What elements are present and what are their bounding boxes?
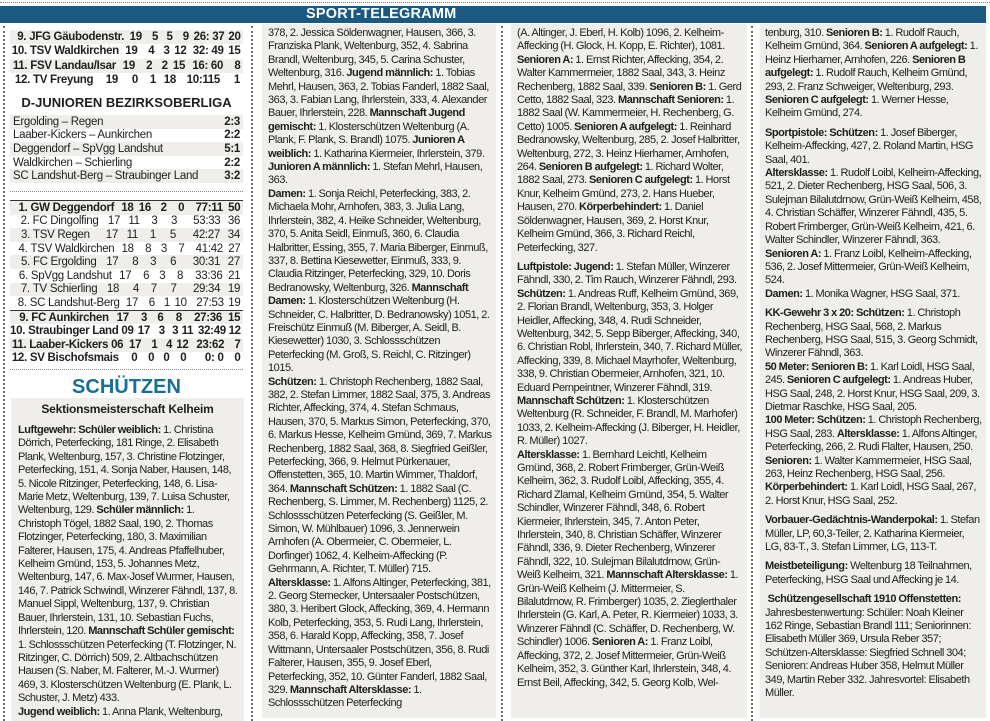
category-label: Jugend weiblich:	[18, 705, 103, 718]
table-row	[10, 215, 243, 229]
lost-cell: 6	[170, 256, 177, 269]
result-row	[10, 156, 243, 170]
column-divider	[501, 26, 503, 721]
team-cell: TSV Regen	[33, 228, 90, 241]
points-cell: 0	[234, 352, 241, 365]
schuetzen-subheading: Sektionsmeisterschaft Kelheim	[41, 402, 214, 416]
table-row	[10, 242, 243, 256]
category-label: Jugend männlich:	[346, 67, 436, 80]
category-label: Mannschaft Damen:	[268, 281, 471, 308]
points-cell: 19	[228, 296, 241, 309]
lost-cell: 3	[171, 215, 178, 228]
category-label: Luftgewehr: Schüler weiblich:	[18, 424, 164, 436]
table-row	[10, 73, 243, 87]
won-cell: 8	[132, 256, 139, 269]
rank-cell: 5.	[20, 256, 30, 269]
table-row	[10, 201, 243, 215]
category-label: Junioren A männlich:	[268, 161, 373, 174]
result-text: 1. Klosterschützen Weltenburg (H. Schneider, C. Halbritter, D. Bedranowsky) 1051, 2. Freischütz Einmuß (M. Biberger, A. Seidl, B. Kiesewetter) 1030, 3. Schlossschützen Peterfecking (M. Groß, S. Reichl, C. Ritzinger) 1015.	[268, 295, 492, 375]
result-row	[10, 142, 243, 156]
match-score: 2:3	[224, 115, 240, 128]
rank-cell: 11.	[12, 59, 28, 72]
result-text: 1. Werner Hesse, Kelheim Gmünd, 274.	[765, 94, 951, 120]
category-label: Mannschaft Altersklasse:	[606, 569, 730, 582]
result-text: 1. Rudolf Loibl, Kelheim-Affecking, 521, 2. Dieter Rechenberg, HSG Saal, 506, 3. Sulejman Bilalutdrnow, Grün-Weiß Kelheim, 458, 4. Christian Schäffer, Winzerer Fähndl, 435, 5. Robert Frimberger, Grün-Weiß Kelheim, 421, 6. Walter Schindler, Winzerer Fähndl, 363.	[765, 167, 984, 247]
played-cell: 17	[106, 256, 119, 269]
goals-cell: 10:115	[186, 74, 220, 87]
column-3-text	[511, 24, 747, 692]
result-text: 1. Christoph Rechenberg, HSG Saal, 568, 2. Markus Rechenberg, HSG Saal, 515, 3. Georg Schmidt, Winzerer Fähndl, 363.	[765, 307, 980, 360]
drawn-cell: 5	[166, 31, 173, 44]
won-cell: 4	[132, 283, 139, 296]
result-text: 1. Horst Knur, Kelheim Gmünd, 273, 2. Hans Hueber, Hausen, 270.	[517, 174, 732, 214]
result-text: 1. Heinz Hierhamer, Arnhofen, 226.	[765, 40, 981, 66]
result-paragraph	[268, 188, 492, 376]
result-paragraph	[765, 514, 982, 554]
table-row	[10, 352, 243, 366]
column-1-box	[11, 398, 244, 721]
won-cell: 11	[128, 215, 140, 228]
result-paragraph	[765, 127, 982, 167]
points-cell: 8	[234, 59, 241, 72]
result-text: 1. 1882 Saal (C. Rechenberg, S. Limmer, M. Rechenberg) 1125, 2. Schlossschützen Peterfecking (S. Geißler, M. Simon, W. Mühlbauer) 1096, 3. Jennerwein Arnhofen (A. Obermeier, C. Obermeier, L. Dorfinger) 1062, 4. Kelheim-Affecking (P. Gehrmann, A. Richter, T. Müller) 715.	[268, 482, 491, 576]
drawn-cell: 3	[163, 45, 170, 58]
lost-cell: 7	[170, 283, 177, 296]
goals-cell: 53:33	[193, 215, 221, 228]
result-text: 1. Rudolf Rauch, Kelheim Gmünd, 293, 2. Franz Schweiger, Weltenburg, 293.	[765, 67, 970, 93]
goals-cell: 26: 37	[193, 31, 225, 44]
top-rule	[0, 2, 990, 3]
category-label: Senioren A:	[517, 53, 576, 66]
category-label: Senioren B aufgelegt:	[765, 53, 968, 80]
points-cell: 1	[233, 74, 240, 87]
column-2-text	[262, 24, 496, 713]
result-text: 1. Klosterschützen Weltenburg (A. Plank, F. Plank, S. Brandl) 1075.	[268, 120, 472, 147]
team-cell: Straubinger Land 09	[28, 325, 134, 338]
goals-cell: 0: 0	[204, 352, 224, 365]
schuetzen-heading: SCHÜTZEN	[72, 376, 181, 398]
category-label: Schützen:	[517, 287, 568, 300]
won-cell: 11	[126, 228, 138, 241]
goals-cell: 77:11	[195, 201, 223, 214]
category-label: KK-Gewehr 3 x 20: Schützen:	[765, 307, 907, 320]
rank-cell: 9.	[19, 311, 29, 324]
lost-cell: 18	[163, 74, 176, 87]
category-label: Vorbauer-Gedächtnis-Wanderpokal:	[765, 514, 940, 527]
won-cell: 4	[148, 45, 155, 58]
divider	[10, 191, 243, 192]
played-cell: 19	[125, 45, 138, 58]
team-cell: Laaber-Kickers 06	[29, 338, 124, 351]
goals-cell: 32: 49	[192, 45, 224, 58]
category-label: Senioren A:	[591, 636, 651, 649]
category-label: Mannschaft Schützen:	[517, 394, 627, 407]
table-row	[10, 255, 243, 269]
goals-cell: 42:27	[192, 228, 220, 241]
team-cell: FSV Landau/Isar	[30, 59, 116, 72]
played-cell: 19	[122, 59, 135, 72]
result-text: 1. Christoph Rechenberg, 1882 Saal, 382, 2. Stefan Limmer, 1882 Saal, 375, 3. Andreas Richter, Affecking, 374, 4. Stefan Schmaus, Hausen, 370, 5. Markus Simon, Peterfecking, 370, 6. Markus Hesse, Kelheim Gmünd, 369, 7. Markus Rechenberg, 1882 Saal, 368, 8. Siegfried Geißler, Peterfecking, 366, 9. Helmut Pürkenauer, Offenstetten, 365, 10. Martin Wimmer, Thaldorf, 364.	[268, 375, 494, 495]
lost-cell: 11	[181, 325, 194, 338]
result-paragraph	[765, 593, 982, 606]
match-score: 5:1	[224, 142, 240, 155]
lost-cell: 15	[172, 59, 186, 72]
team-cell: TV Schierling	[32, 283, 98, 296]
points-cell: 7	[234, 338, 241, 351]
result-text: 1. Reinhard Bedranowsky, Weltenburg, 285, 2. Josef Halbritter, Weltenburg, 272, 3. Heinz Hierhamer, Arnhofen, 264.	[517, 120, 742, 174]
result-text: 1. Grün-Weiß Kelheim (J. Mittermeier, S. Bilalutdrnow, R. Frimberger) 1035, 2. Zieglerthaler Ihrlerstein (G. Karl, A. Peter, R. Kiermeier) 1033, 3. Winzerer Fähndl (C. Schäffer, D. Rechenberg, W. Schindler) 1006.	[517, 569, 741, 649]
rank-cell: 4.	[18, 242, 28, 255]
result-text: 1. Rudolf Rauch, Kelheim Gmünd, 364.	[765, 27, 962, 53]
results-table	[10, 115, 243, 183]
played-cell: 0	[131, 352, 138, 365]
drawn-cell: 3	[160, 242, 167, 255]
category-label: Altersklasse:	[836, 427, 902, 440]
lost-cell: 7	[178, 242, 185, 255]
result-text: 1. Alfons Altinger, Peterfecking, 381, 2. Georg Sternecker, Untersaaler Postschützen, 380, 3. Heribert Glock, Affecking, 369, 4. Hermann Kolb, Peterfecking, 353, 5. Rudi Lang, Ihrlerstein, 358, 6. Harald Kopp, Affecking, 358, 7. Josef Wittmann, Untersaaler Postschützen, 356, 8. Rudi Falterer, Hausen, 355, 9. Josef Eberl, Peterfecking, 352, 10. Günter Fanderl, 1882 Saal, 329.	[268, 576, 494, 696]
won-cell: 2	[146, 59, 153, 72]
result-text: 1. Daniel Söldenwagner, Hausen, 369, 2. Horst Knur, Kelheim Gmünd, 366, 3. Richard Reichl, Peterfecking, 327.	[517, 201, 711, 254]
result-paragraph	[765, 27, 982, 121]
table-row	[10, 296, 243, 310]
league-table-continued	[10, 30, 243, 87]
goals-cell: 23:62	[196, 338, 225, 351]
won-cell: 16	[138, 201, 151, 214]
result-paragraph	[268, 376, 492, 577]
result-text: 1. Monika Wagner, HSG Saal, 371.	[804, 287, 960, 300]
result-paragraph	[517, 27, 743, 255]
team-cell: SV Bischofsmais	[29, 352, 119, 365]
result-text: 1. Schlossschützen Peterfecking	[268, 683, 424, 710]
lost-cell: 8	[175, 311, 182, 324]
lost-cell: 10	[174, 296, 187, 309]
result-text: 1. Andreas Huber, HSG Saal, 248, 2. Horst Knur, HSG Saal, 209, 3. Dietmar Raschke, HSG Saal, 205.	[765, 374, 982, 413]
category-label: Senioren B:	[826, 27, 885, 39]
goals-cell: 16: 60	[192, 59, 224, 72]
table-row	[10, 44, 243, 58]
drawn-cell: 3	[151, 215, 158, 228]
result-text: 1. Christina Dörrich, Peterfecking, 181 Ringe, 2. Elisabeth Plank, Weltenburg, 157, 3. Christine Flotzinger, Peterfecking, 151, 4. Sonja Naber, Hausen, 148, 5. Nicole Ritzinger, Peterfecking, 148, 6. Lisa-Marie Metz, Weltenburg, 139, 7. Luisa Schuster, Weltenburg, 129.	[18, 424, 234, 517]
result-text: 1. Klosterschützen Weltenburg (R. Schneider, F. Brandl, M. Marhofer) 1033, 2. Kelheim-Affecking (J. Biberger, H. Heidler, R. Müller) 1027.	[517, 394, 743, 448]
result-paragraph	[765, 307, 982, 361]
goals-cell: 27:36	[194, 311, 222, 324]
team-cell: TV Freyung	[33, 74, 94, 87]
match-label: Deggendorf – SpVgg Landshut	[13, 142, 163, 155]
rank-cell: 11.	[11, 338, 27, 351]
result-paragraph	[765, 560, 982, 587]
lost-cell: 0	[178, 201, 185, 214]
category-label: Damen:	[765, 287, 805, 300]
result-text: 1. Alfons Altinger, Peterfecking, 266, 2. Rudi Flalter, Hausen, 250.	[765, 427, 980, 454]
result-text: 1. Schlossschützen Peterfecking (T. Flotzinger, N. Ritzinger, C. Dörrich) 509, 2. Altbachschützen Hausen (S. Naber, M. Falterer, M.-J. Wurmer) 469, 3. Klosterschützen Weltenburg (E. Plank, L. Schuster, J. Metz) 433.	[18, 638, 239, 705]
result-paragraph	[268, 27, 492, 188]
result-text: Jahresbestenwertung: Schüler: Noah Kleiner 162 Ringe, Sebastian Brandl 111; Seniorinnen: Elisabeth Müller 369, Ursula Reber 357; Schützen-Altersklasse: Siegfried Schnell 304; Senioren: Andreas Huber 358, Helmut Müller 349, Martin Reber 332. Jahresvortel: Elisabeth Müller.	[765, 606, 974, 700]
result-row	[10, 129, 243, 143]
points-cell: 36	[227, 215, 241, 228]
result-paragraph	[765, 288, 982, 301]
lost-cell: 9	[182, 31, 189, 44]
category-label: Altersklasse:	[517, 448, 582, 461]
category-label: Mannschaft Jugend gemischt:	[268, 107, 468, 133]
lost-cell: 5	[169, 228, 176, 241]
won-cell: 8	[145, 242, 152, 255]
category-label: Körperbehindert:	[765, 481, 850, 494]
goals-cell: 29:34	[192, 283, 221, 296]
result-text: 1. Stefan Müller, LP, 60,3-Teiler, 2. Katharina Kiermeier, LG, 83-T., 3. Stefan Limmer, LG, 113-T.	[765, 514, 982, 554]
result-text: 1. Katharina Kiermeier, Ihrlerstein, 379.	[313, 147, 487, 160]
points-cell: 27	[228, 242, 241, 255]
drawn-cell: 4	[166, 338, 173, 351]
goals-cell: 33:36	[195, 269, 223, 282]
result-text: (A. Altinger, J. Eberl, H. Kolb) 1096, 2. Kelheim-Affecking (H. Glock, H. Kopp, E. Richter), 1081.	[517, 27, 728, 53]
won-cell: 6	[148, 296, 155, 309]
team-cell: FC Dingolfing	[32, 215, 99, 228]
rank-cell: 9.	[17, 31, 27, 44]
category-label: Altersklasse:	[765, 167, 830, 180]
points-cell: 19	[227, 283, 241, 296]
result-text: 1. Christoph Tögel, 1882 Saal, 190, 2. Thomas Flotzinger, Peterfecking, 180, 3. Maximilian Falterer, Hausen, 175, 4. Andreas Pfaffelhuber, Kelheim Gmünd, 153, 5. Johannes Metz, Weltenburg, 147, 6. Max-Josef Wurmer, Hausen, 146, 7. Patrick Schwindl, Winzerer Fähndl, 137, 8. Manuel Sippl, Weltenburg, 137, 9. Christian Bauer, Ihrlerstein, 131, 10. Sebastian Fuchs, Ihrlerstein, 120.	[18, 504, 240, 638]
divider	[10, 369, 243, 370]
result-text: 1. Walter Kammermeier, HSG Saal, 263, Heinz Rechenberg, HSG Saal, 256.	[765, 454, 974, 480]
column-divider	[751, 26, 753, 721]
result-paragraph	[765, 167, 982, 288]
drawn-cell: 0	[163, 352, 170, 365]
section-title: SPORT-TELEGRAMM	[306, 6, 457, 22]
played-cell: 17	[119, 269, 132, 282]
column-2-box	[262, 24, 496, 718]
result-row	[10, 115, 243, 129]
category-label: Senioren C aufgelegt:	[589, 174, 695, 187]
team-cell: GW Deggendorf	[30, 201, 115, 214]
rank-cell: 12.	[11, 352, 27, 365]
played-cell: 18	[121, 201, 134, 214]
category-label: Luftpistole: Jugend:	[517, 260, 616, 273]
column-3-box	[511, 24, 747, 718]
played-cell: 17	[129, 338, 142, 351]
result-text: 1. Anna Plank, Weltenburg,	[102, 705, 223, 718]
category-label: Senioren C aufgelegt:	[786, 374, 893, 387]
category-label: Senioren:	[765, 454, 814, 467]
column-4-box	[760, 24, 986, 718]
result-text: 1. Bernhard Leichtl, Kelheim Gmünd, 368, 2. Robert Frimberger, Grün-Weiß Kelheim, 362, 3. Rudolf Loibl, Affecking, 355, 4. Richard Zlamal, Kelheim Gmünd, 354, 5. Walter Schindler, Winzerer Fähndl, 348, 6. Robert Kiermeier, Ihrlerstein, 345, 7. Anton Peter, Ihrlerstein, 340, 8. Christian Schäffer, Winzerer Fähndl, 336, 9. Dieter Rechenberg, Winzerer Fähndl, 322, 10. Sulejman Bilalutdrnow, Grün-Weiß Kelheim, 321.	[517, 448, 731, 582]
team-cell: JFG Gäubodenstr.	[29, 31, 125, 44]
team-cell: SpVgg Landshut	[30, 269, 112, 282]
lost-cell: 8	[177, 269, 184, 282]
category-label: Senioren B aufgelegt:	[538, 161, 645, 174]
category-label: 50 Meter: Senioren B:	[765, 360, 871, 373]
points-cell: 21	[228, 269, 241, 282]
points-cell: 34	[227, 228, 240, 241]
result-paragraph	[268, 577, 492, 711]
category-label: Meistbeteiligung:	[765, 560, 851, 573]
category-label: Senioren A:	[765, 247, 824, 260]
result-text: 1. Karl Loidl, HSG Saal, 245.	[765, 360, 977, 387]
won-cell: 0	[148, 352, 155, 365]
category-label: Senioren A aufgelegt:	[864, 40, 970, 53]
rank-cell: 3.	[21, 228, 30, 241]
column-divider	[3, 26, 5, 721]
rank-cell: 10.	[11, 45, 27, 58]
drawn-cell: 2	[160, 201, 167, 214]
match-label: Waldkirchen – Schierling	[13, 156, 132, 169]
drawn-cell: 1	[149, 228, 156, 241]
drawn-cell: 3	[150, 256, 157, 269]
result-text: Weltenburg 18 Teilnahmen, Peterfecking, HSG Saal und Affecking je 14.	[765, 560, 975, 586]
table-row	[10, 338, 243, 352]
category-label: Mannschaft Altersklasse:	[289, 683, 414, 696]
won-cell: 1	[151, 338, 158, 351]
result-text: tenburg, 310.	[765, 27, 826, 39]
category-label: Schützengesellschaft 1910 Offenstetten:	[765, 593, 961, 606]
result-text: 1. Josef Biberger, Kelheim-Affecking, 427, 2. Roland Martin, HSG Saal, 401.	[765, 126, 976, 166]
drawn-cell: 6	[157, 311, 164, 324]
won-cell: 3	[158, 325, 165, 338]
standings-table	[10, 200, 243, 365]
category-label: Schützen:	[268, 375, 319, 388]
result-text: 1. Gerd Cetto, 1882 Saal, 323.	[517, 80, 744, 107]
column-1-text	[11, 416, 244, 721]
points-cell: 15	[228, 311, 241, 324]
result-paragraph	[517, 288, 743, 449]
result-paragraph	[18, 706, 239, 719]
match-score: 2:2	[224, 129, 240, 142]
rank-cell: 7.	[20, 283, 30, 296]
category-label: Sportpistole: Schützen:	[765, 126, 881, 139]
rank-cell: 2.	[20, 215, 30, 228]
rank-cell: 1.	[18, 201, 28, 214]
match-label: Ergolding – Regen	[13, 115, 104, 128]
points-cell: 20	[228, 31, 241, 44]
table-row	[10, 30, 243, 44]
match-score: 3:2	[224, 170, 240, 183]
rank-cell: 6.	[18, 269, 28, 282]
points-cell: 15	[228, 45, 241, 58]
category-label: Altersklasse:	[268, 576, 333, 589]
drawn-cell: 1	[149, 74, 156, 87]
played-cell: 18	[121, 242, 134, 255]
result-text: 1. Tobias Mehrl, Hausen, 363, 2. Tobias Fanderl, 1882 Saal, 363, 3. Fabian Lang, Ihrlerstein, 333, 4. Alexander Bauer, Ihrlerstein, 228.	[268, 67, 492, 120]
result-paragraph	[517, 261, 743, 288]
goals-cell: 27:53	[196, 296, 224, 309]
won-cell: 6	[143, 269, 150, 282]
result-paragraph	[765, 607, 982, 701]
played-cell: 17	[105, 228, 118, 241]
table-row	[10, 269, 243, 283]
result-text: 1. Karl Loidl, HSG Saal, 267, 2. Horst Knur, HSG Saal, 252.	[765, 481, 979, 507]
section-header-bar	[0, 6, 986, 23]
table-row	[10, 283, 243, 297]
result-text: 1. Ernst Richter, Affecking, 354, 2. Walter Kammermeier, 1882 Saal, 343, 3. Heinz Rechenberg, 1882 Saal, 339.	[517, 53, 728, 93]
won-cell: 5	[151, 31, 159, 44]
category-label: Mannschaft Schützen:	[289, 482, 400, 495]
category-label: Senioren B:	[649, 80, 709, 93]
category-label: Junioren A weiblich:	[268, 134, 467, 160]
result-row	[10, 169, 243, 183]
category-label: Mannschaft Senioren:	[617, 94, 726, 107]
played-cell: 18	[106, 283, 120, 296]
won-cell: 0	[131, 74, 138, 87]
table-row	[10, 310, 243, 325]
drawn-cell: 3	[159, 269, 166, 282]
result-text: 378, 2. Jessica Söldenwagner, Hausen, 366, 3. Franziska Plank, Weltenburg, 352, 4. Sabrina Brandl, Weltenburg, 345, 5. Carina Schuster, Weltenburg, 316.	[268, 27, 479, 80]
goals-cell: 30:31	[192, 256, 221, 269]
result-text: 1. Franz Loibl, Kelheim-Affecking, 536, 2. Josef Mittermeier, Grün-Weiß Kelheim, 524.	[765, 247, 974, 287]
category-label: Körperbehindert:	[579, 201, 664, 214]
category-label: Mannschaft Schüler gemischt:	[88, 625, 237, 638]
column-divider	[251, 26, 253, 721]
points-cell: 50	[228, 201, 241, 214]
result-paragraph	[765, 361, 982, 415]
category-label: Senioren A aufgelegt:	[574, 120, 680, 133]
team-cell: TSV Waldkirchen	[29, 45, 119, 58]
drawn-cell: 1	[163, 296, 170, 309]
team-cell: TSV Waldkirchen	[30, 242, 115, 255]
team-cell: FC Ergolding	[32, 256, 97, 269]
played-cell: 17	[107, 215, 121, 228]
result-text: 1. 1882 Saal (W. Kammermeier, H. Rechenberg, G. Cetto) 1005.	[517, 94, 737, 133]
table-row	[10, 324, 243, 338]
match-score: 2:2	[224, 156, 240, 169]
played-cell: 17	[125, 296, 139, 309]
team-cell: FC Aunkirchen	[31, 311, 109, 324]
match-label: Laaber-Kickers – Aunkirchen	[13, 129, 152, 142]
points-cell: 27	[227, 256, 240, 269]
djunioren-heading: D-JUNIOREN BEZIRKSOBERLIGA	[21, 95, 232, 110]
result-text: 1. Franz Loibl, Affecking, 372, 2. Josef Mittermeier, Grün-Weiß Kelheim, 352, 3. Günther Karl, Ihrlerstein, 348, 4. Ernst Beil, Affecking, 342, 5. Georg Kolb, Wel-	[517, 636, 734, 689]
points-cell: 12	[228, 325, 241, 338]
rank-cell: 12.	[14, 74, 30, 87]
team-cell: SC Landshut-Berg	[29, 296, 120, 309]
played-cell: 17	[116, 311, 129, 324]
category-label: Schüler männlich:	[96, 504, 187, 517]
result-text: 1. Stefan Mehrl, Hausen, 363.	[268, 161, 485, 187]
table-row	[10, 59, 243, 73]
category-label: Senioren C aufgelegt:	[765, 94, 871, 107]
goals-cell: 41:42	[195, 242, 223, 255]
lost-cell: 12	[176, 338, 189, 351]
played-cell: 19	[105, 74, 118, 87]
drawn-cell: 3	[172, 325, 179, 338]
table-row	[10, 228, 243, 242]
rank-cell: 10.	[10, 325, 26, 338]
category-label: 100 Meter: Schützen:	[765, 414, 868, 427]
result-text: 1. Stefan Müller, Winzerer Fähndl, 330, 2. Tim Rauch, Winzerer Fähndl, 293.	[517, 260, 737, 287]
result-paragraph	[18, 424, 239, 706]
lost-cell: 0	[180, 352, 187, 365]
rank-cell: 8.	[17, 296, 27, 309]
result-text: 1. Andreas Ruff, Kelheim Gmünd, 369, 2. Florian Brandl, Weltenburg, 353, 3. Holger Heidler, Affecking, 348, 4. Rudi Schneider, Weltenburg, 342, 5. Sepp Biberger, Affecking, 340, 6. Christian Robl, Ihrlerstein, 340, 7. Richard Müller, Affecking, 339, 8. Michael Mayrhofer, Weltenburg, 338, 9. Christian Obermeier, Arnhofen, 321, 10. Eduard Pernpeintner, Winzerer Fähndl, 319.	[517, 287, 744, 394]
won-cell: 3	[140, 311, 148, 324]
lost-cell: 12	[174, 45, 187, 58]
result-paragraph	[765, 414, 982, 508]
match-label: SC Landshut-Berg – Straubinger Land	[13, 170, 199, 183]
goals-cell: 32:49	[197, 325, 226, 338]
drawn-cell: 7	[150, 283, 157, 296]
category-label: Damen:	[268, 187, 308, 200]
result-text: 1. Richard Wolter, 1882 Saal, 273.	[517, 161, 726, 187]
drawn-cell: 2	[161, 59, 168, 72]
played-cell: 17	[137, 325, 150, 338]
played-cell: 19	[129, 31, 142, 44]
column-4-text	[760, 24, 986, 703]
result-text: 1. Christoph Rechenberg, HSG Saal, 283.	[765, 414, 984, 440]
result-paragraph	[517, 449, 743, 690]
result-text: 1. Sonja Reichl, Peterfecking, 383, 2. Michaela Mohr, Arnhofen, 383, 3. Julia Lang, Ihrlerstein, 382, 4. Heike Schneider, Weltenburg, 370, 5. Anita Seidl, Einmuß, 360, 6. Claudia Halbritter, Essing, 355, 7. Maria Biberger, Einmuß, 337, 8. Bettina Kiesewetter, Einmuß, 333, 9. Claudia Ritzinger, Peterfecking, 329, 10. Doris Bedranowsky, Weltenburg, 326.	[268, 187, 491, 294]
